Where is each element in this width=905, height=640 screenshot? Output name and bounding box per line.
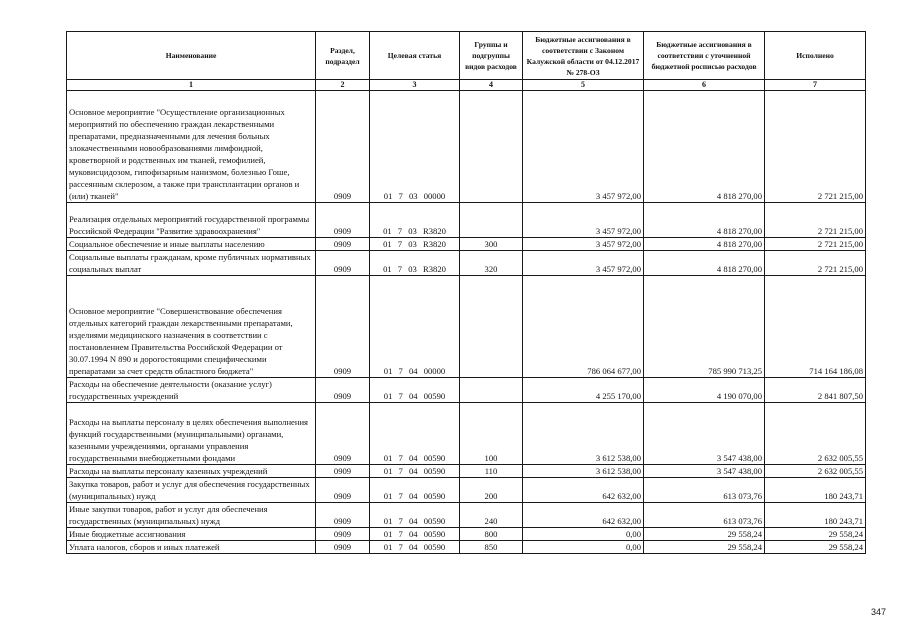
table-row xyxy=(67,203,866,238)
row-section: 0909 xyxy=(316,528,370,541)
row-name: Расходы на выплаты персоналу казенных учреждений xyxy=(67,465,316,478)
row-refined: 3 547 438,00 xyxy=(644,403,765,465)
row-section: 0909 xyxy=(316,91,370,203)
table-row xyxy=(67,251,866,276)
row-refined: 785 990 713,25 xyxy=(644,276,765,378)
header-name: Наименование xyxy=(67,32,316,80)
row-article: 01 7 04 00590 xyxy=(370,403,460,465)
header-refined: Бюджетные ассигнования в соответствии с уточненной бюджетной росписью расходов xyxy=(644,32,765,80)
column-number-row xyxy=(67,80,866,91)
row-refined: 29 558,24 xyxy=(644,528,765,541)
row-refined: 4 818 270,00 xyxy=(644,91,765,203)
row-done: 2 721 215,00 xyxy=(765,91,866,203)
row-name: Основное мероприятие "Осуществление организационных мероприятий по обеспечению граждан лекарственными препаратами, предназначенными для лечения больных злокачественными новообразованиями лимфоидной, кроветворной и родственных им тканей, гемофилией, муковисцидозом, гипофизарным нанизмом, болезнью Гоше, рассеянным склерозом, а также при трансплантации органов и (или) тканей" xyxy=(67,91,316,203)
row-done: 2 721 215,00 xyxy=(765,203,866,238)
row-name: Иные бюджетные ассигнования xyxy=(67,528,316,541)
row-group: 100 xyxy=(460,403,523,465)
column-number: 7 xyxy=(765,80,866,91)
row-article: 01 7 04 00590 xyxy=(370,503,460,528)
row-done: 2 721 215,00 xyxy=(765,238,866,251)
table-row xyxy=(67,276,866,378)
row-group: 850 xyxy=(460,541,523,554)
row-article: 01 7 03 R3820 xyxy=(370,203,460,238)
column-number: 1 xyxy=(67,80,316,91)
row-article: 01 7 04 00590 xyxy=(370,378,460,403)
header-law: Бюджетные ассигнования в соответствии с Законом Калужской области от 04.12.2017 № 278-ОЗ xyxy=(523,32,644,80)
row-done: 29 558,24 xyxy=(765,528,866,541)
row-law: 3 457 972,00 xyxy=(523,238,644,251)
table-row xyxy=(67,465,866,478)
row-group xyxy=(460,91,523,203)
row-article: 01 7 03 R3820 xyxy=(370,238,460,251)
row-name: Расходы на обеспечение деятельности (оказание услуг) государственных учреждений xyxy=(67,378,316,403)
row-law: 3 612 538,00 xyxy=(523,465,644,478)
row-refined: 4 190 070,00 xyxy=(644,378,765,403)
row-law: 0,00 xyxy=(523,528,644,541)
row-law: 3 612 538,00 xyxy=(523,403,644,465)
table-row xyxy=(67,478,866,503)
row-done: 2 841 807,50 xyxy=(765,378,866,403)
row-group: 200 xyxy=(460,478,523,503)
row-section: 0909 xyxy=(316,503,370,528)
row-group: 240 xyxy=(460,503,523,528)
row-name: Основное мероприятие "Совершенствование обеспечения отдельных категорий граждан лекарственными препаратами, изделиями медицинского назначения в соответствии с постановлением Правительства Российской Федерации от 30.07.1994 N 890 и дорогостоящими специфическими препаратами за счет средств областного бюджета" xyxy=(67,276,316,378)
row-law: 3 457 972,00 xyxy=(523,91,644,203)
row-refined: 4 818 270,00 xyxy=(644,238,765,251)
row-article: 01 7 04 00590 xyxy=(370,478,460,503)
row-article: 01 7 03 R3820 xyxy=(370,251,460,276)
row-refined: 613 073,76 xyxy=(644,478,765,503)
row-law: 3 457 972,00 xyxy=(523,251,644,276)
row-refined: 4 818 270,00 xyxy=(644,251,765,276)
row-law: 0,00 xyxy=(523,541,644,554)
row-done: 180 243,71 xyxy=(765,503,866,528)
row-law: 4 255 170,00 xyxy=(523,378,644,403)
row-article: 01 7 04 00590 xyxy=(370,465,460,478)
row-law: 3 457 972,00 xyxy=(523,203,644,238)
table-row xyxy=(67,238,866,251)
header-done: Исполнено xyxy=(765,32,866,80)
row-law: 642 632,00 xyxy=(523,478,644,503)
header-groups: Группы и подгруппы видов расходов xyxy=(460,32,523,80)
table-row xyxy=(67,541,866,554)
row-group: 800 xyxy=(460,528,523,541)
row-group: 300 xyxy=(460,238,523,251)
table-row xyxy=(67,403,866,465)
row-section: 0909 xyxy=(316,403,370,465)
row-group xyxy=(460,203,523,238)
header-article: Целевая статья xyxy=(370,32,460,80)
row-group xyxy=(460,276,523,378)
row-law: 786 064 677,00 xyxy=(523,276,644,378)
row-name: Социальное обеспечение и иные выплаты населению xyxy=(67,238,316,251)
row-name: Закупка товаров, работ и услуг для обеспечения государственных (муниципальных) нужд xyxy=(67,478,316,503)
row-section: 0909 xyxy=(316,251,370,276)
row-article: 01 7 04 00590 xyxy=(370,528,460,541)
row-refined: 613 073,76 xyxy=(644,503,765,528)
header-row xyxy=(67,32,866,80)
row-law: 642 632,00 xyxy=(523,503,644,528)
row-section: 0909 xyxy=(316,465,370,478)
row-section: 0909 xyxy=(316,203,370,238)
row-name: Уплата налогов, сборов и иных платежей xyxy=(67,541,316,554)
row-name: Социальные выплаты гражданам, кроме публичных нормативных социальных выплат xyxy=(67,251,316,276)
table-row xyxy=(67,528,866,541)
column-number: 2 xyxy=(316,80,370,91)
row-refined: 3 547 438,00 xyxy=(644,465,765,478)
row-article: 01 7 04 00590 xyxy=(370,541,460,554)
row-done: 29 558,24 xyxy=(765,541,866,554)
row-done: 2 632 005,55 xyxy=(765,465,866,478)
table-row xyxy=(67,91,866,203)
row-name: Расходы на выплаты персоналу в целях обеспечения выполнения функций государственными (муниципальными) органами, казенными учреждениями, органами управления государственными внебюджетными фондами xyxy=(67,403,316,465)
row-group: 320 xyxy=(460,251,523,276)
page-number: 347 xyxy=(871,607,887,617)
header-section: Раздел, подраздел xyxy=(316,32,370,80)
row-refined: 4 818 270,00 xyxy=(644,203,765,238)
row-section: 0909 xyxy=(316,478,370,503)
column-number: 4 xyxy=(460,80,523,91)
row-name: Иные закупки товаров, работ и услуг для обеспечения государственных (муниципальных) нужд xyxy=(67,503,316,528)
row-name: Реализация отдельных мероприятий государственной программы Российской Федерации "Развитие здравоохранения" xyxy=(67,203,316,238)
row-article: 01 7 03 00000 xyxy=(370,91,460,203)
table-row xyxy=(67,503,866,528)
column-number: 3 xyxy=(370,80,460,91)
row-group xyxy=(460,378,523,403)
row-article: 01 7 04 00000 xyxy=(370,276,460,378)
column-number: 5 xyxy=(523,80,644,91)
row-section: 0909 xyxy=(316,276,370,378)
row-done: 714 164 186,08 xyxy=(765,276,866,378)
row-section: 0909 xyxy=(316,378,370,403)
row-group: 110 xyxy=(460,465,523,478)
row-done: 180 243,71 xyxy=(765,478,866,503)
row-done: 2 632 005,55 xyxy=(765,403,866,465)
row-refined: 29 558,24 xyxy=(644,541,765,554)
table-row xyxy=(67,378,866,403)
row-section: 0909 xyxy=(316,541,370,554)
row-done: 2 721 215,00 xyxy=(765,251,866,276)
budget-table xyxy=(66,31,866,554)
row-section: 0909 xyxy=(316,238,370,251)
column-number: 6 xyxy=(644,80,765,91)
